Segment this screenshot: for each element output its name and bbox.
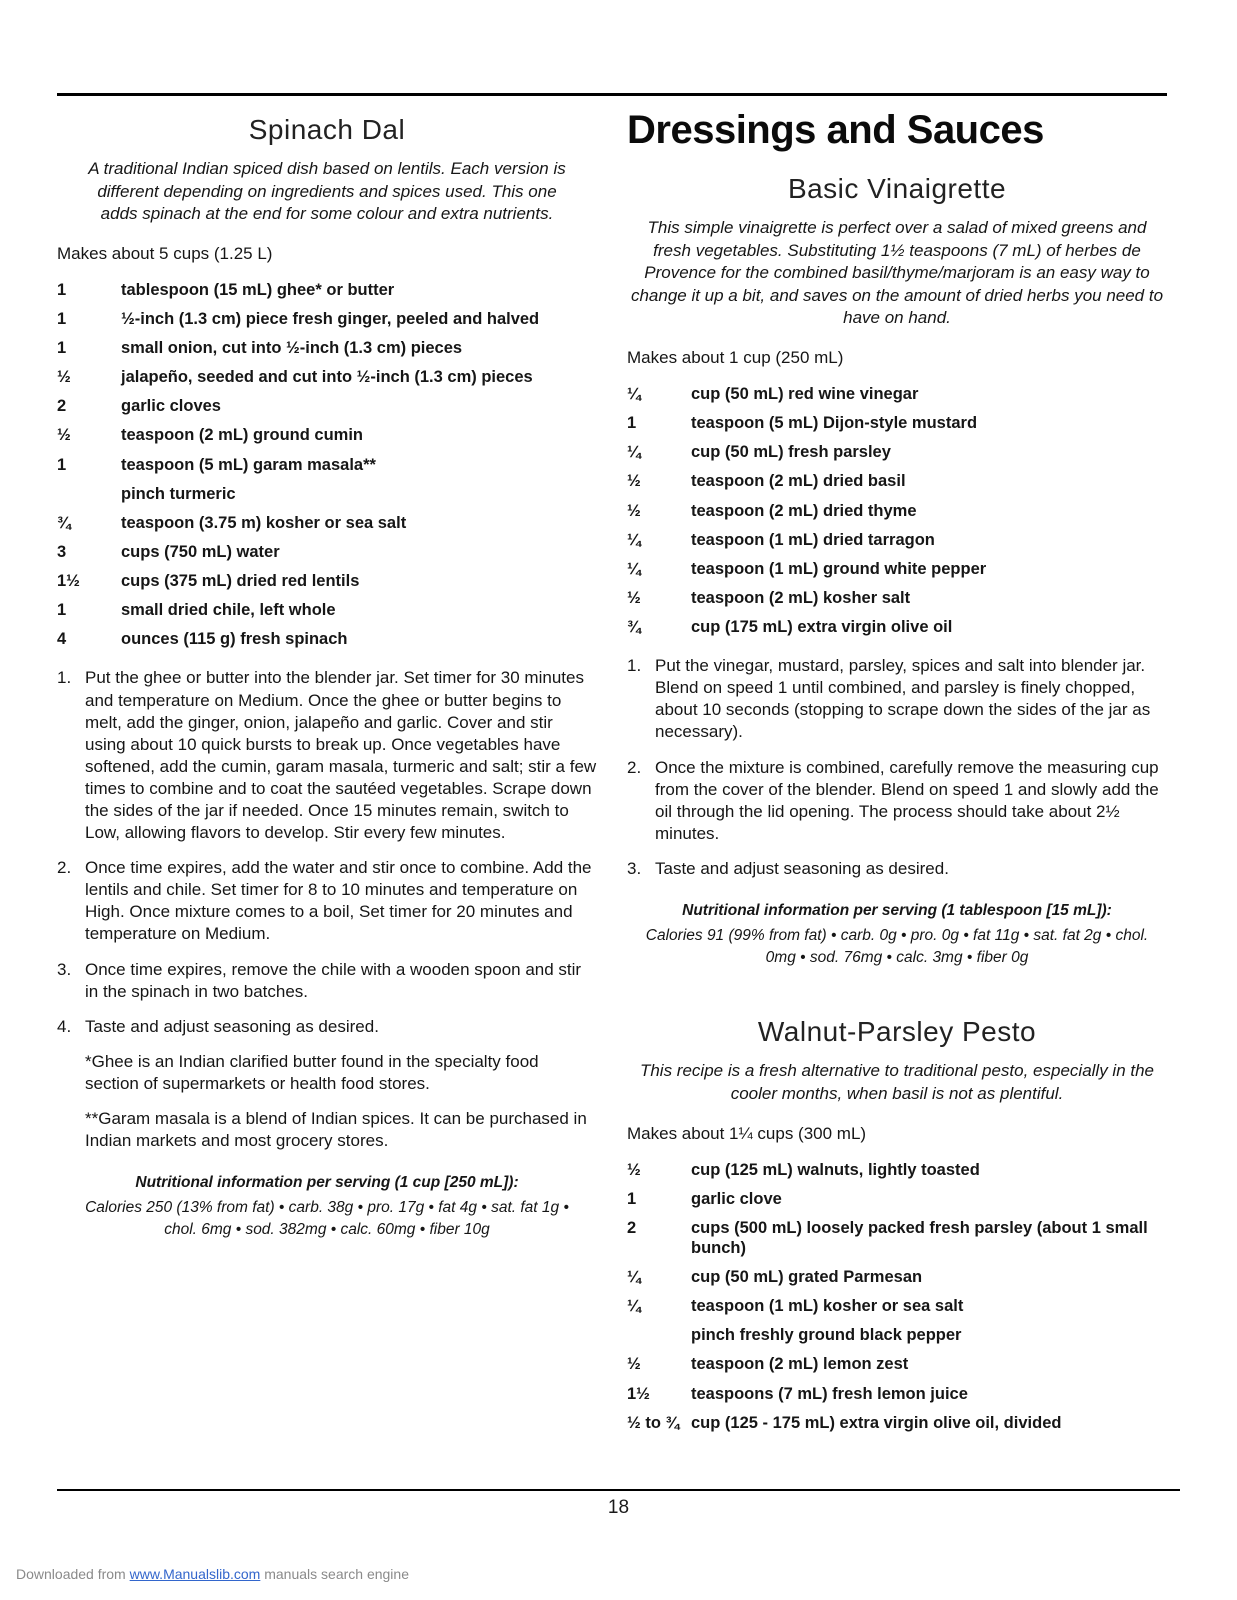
ingredient-amount: 1 bbox=[57, 601, 67, 620]
ingredient-amount bbox=[57, 484, 121, 504]
recipe-description-basic-vinaigrette: This simple vinaigrette is perfect over a salad of mixed greens and fresh vegetables. Substituting 1½ teaspoons (7 mL) of herbes de Provence for the combined basil/thyme/marjoram is an easy way to change it up a bit, and saves on the amount of dried herbs you need to have on hand. bbox=[630, 218, 1164, 328]
ingredient-text: jalapeño, seeded and cut into ½-inch (1.3 cm) pieces bbox=[121, 368, 533, 387]
watermark-prefix: Downloaded from bbox=[16, 1566, 130, 1582]
ingredient-row bbox=[57, 629, 597, 649]
ingredient-text: small onion, cut into ½-inch (1.3 cm) pieces bbox=[121, 339, 463, 358]
ingredient-text: teaspoon (3.75 m) kosher or sea salt bbox=[121, 513, 407, 532]
left-column bbox=[57, 108, 597, 1451]
recipe-title-walnut-parsley-pesto: Walnut-Parsley Pesto bbox=[757, 1016, 1037, 1048]
ingredient-amount: 2 bbox=[57, 397, 67, 416]
instruction-step bbox=[57, 667, 597, 844]
ingredient-amount: 3 bbox=[57, 542, 67, 561]
ingredient-amount: 1 bbox=[627, 1189, 637, 1208]
ingredient-text: teaspoon (1 mL) dried tarragon bbox=[691, 530, 935, 549]
ingredient-text: cups (500 mL) loosely packed fresh parsley (about 1 small bunch) bbox=[691, 1218, 1148, 1257]
recipe-description-spinach-dal: A traditional Indian spiced dish based on lentils. Each version is different depending on ingredients and spices used. This one adds spinach at the end for some colour and extra nutrients. bbox=[88, 159, 566, 224]
step-text: Put the ghee or butter into the blender jar. Set timer for 30 minutes and temperature on Medium. Once the ghee or butter begins to melt, add the ginger, onion, jalapeño and garlic. Cover and stir using about 10 quick bursts to break up. Once vegetables have softened, add the cumin, garam masala, turmeric and salt; stir a few times to combine and to coat the sautéed vegetables. Scrape down the sides of the jar if needed. Once 15 minutes remain, switch to Low, allowing flavors to develop. Stir every few minutes. bbox=[85, 668, 597, 843]
ingredient-amount: ¾ bbox=[57, 513, 71, 532]
ingredient-amount: ½ bbox=[627, 501, 641, 520]
ingredient-text: teaspoon (2 mL) lemon zest bbox=[691, 1355, 909, 1374]
ingredient-amount bbox=[627, 1325, 691, 1345]
step-number: 2. bbox=[57, 858, 72, 878]
nutrition-title-spinach-dal: Nutritional information per serving (1 cup [250 mL]): bbox=[135, 1174, 519, 1192]
ingredient-amount: ½ bbox=[57, 368, 71, 387]
step-text: Once time expires, remove the chile with a wooden spoon and stir in the spinach in two batches. bbox=[85, 959, 582, 1001]
instruction-step bbox=[627, 757, 1167, 845]
nutrition-details-spinach-dal: Calories 250 (13% from fat) • carb. 38g • pro. 17g • fat 4g • sat. fat 1g • chol. 6mg • sod. 382mg • calc. 60mg • fiber 10g bbox=[85, 1199, 569, 1238]
step-text: Taste and adjust seasoning as desired. bbox=[655, 858, 949, 878]
ingredient-text: pinch freshly ground black pepper bbox=[691, 1326, 962, 1345]
ingredient-row bbox=[57, 309, 597, 329]
instruction-list-spinach-dal bbox=[57, 667, 597, 1037]
ingredient-amount: 1 bbox=[57, 339, 67, 358]
ingredient-text: teaspoon (1 mL) kosher or sea salt bbox=[691, 1297, 964, 1316]
page-number: 18 bbox=[607, 1497, 630, 1518]
instruction-step bbox=[627, 655, 1167, 743]
ingredient-row bbox=[627, 617, 1167, 637]
ingredient-text: teaspoon (1 mL) ground white pepper bbox=[691, 559, 987, 578]
ingredient-list-walnut-parsley-pesto bbox=[627, 1160, 1167, 1433]
ingredient-amount: 1 bbox=[57, 280, 67, 299]
recipe-yield-basic-vinaigrette: Makes about 1 cup (250 mL) bbox=[627, 348, 844, 368]
ingredient-row bbox=[627, 384, 1167, 404]
ingredient-amount: 2 bbox=[627, 1218, 637, 1237]
ingredient-text: cups (750 mL) water bbox=[121, 542, 280, 561]
instruction-step bbox=[57, 959, 597, 1003]
ingredient-amount: ½ bbox=[57, 426, 71, 445]
step-number: 3. bbox=[627, 858, 642, 878]
ingredient-text: ounces (115 g) fresh spinach bbox=[121, 630, 348, 649]
step-number: 3. bbox=[57, 959, 72, 979]
ingredient-list-basic-vinaigrette bbox=[627, 384, 1167, 637]
ingredient-row bbox=[627, 1413, 1167, 1433]
ingredient-row bbox=[57, 280, 597, 300]
ingredient-row bbox=[57, 600, 597, 620]
ingredient-row bbox=[627, 1296, 1167, 1316]
ingredient-text: cup (175 mL) extra virgin olive oil bbox=[691, 618, 953, 637]
ingredient-row bbox=[57, 484, 597, 504]
recipe-yield-spinach-dal: Makes about 5 cups (1.25 L) bbox=[57, 243, 273, 263]
top-rule bbox=[57, 93, 1167, 96]
ingredient-text: garlic cloves bbox=[121, 397, 221, 416]
step-number: 4. bbox=[57, 1016, 72, 1036]
recipe-title-spinach-dal: Spinach Dal bbox=[248, 114, 406, 145]
ingredient-list-spinach-dal bbox=[57, 280, 597, 650]
ingredient-row bbox=[57, 571, 597, 591]
ingredient-text: teaspoon (5 mL) Dijon-style mustard bbox=[691, 414, 978, 433]
ingredient-amount: 1 bbox=[57, 309, 67, 328]
ingredient-row bbox=[627, 1160, 1167, 1180]
ingredient-amount: ¼ bbox=[627, 530, 641, 549]
ingredient-text: cup (50 mL) grated Parmesan bbox=[691, 1268, 923, 1287]
instruction-step bbox=[627, 858, 1167, 880]
ingredient-row bbox=[57, 396, 597, 416]
ingredient-row bbox=[627, 413, 1167, 433]
recipe-note: *Ghee is an Indian clarified butter found in the specialty food section of supermarkets or health food stores. bbox=[85, 1051, 539, 1093]
instruction-list-basic-vinaigrette bbox=[627, 655, 1167, 880]
ingredient-text: teaspoon (2 mL) dried thyme bbox=[691, 501, 917, 520]
ingredient-text: teaspoon (2 mL) kosher salt bbox=[691, 588, 911, 607]
ingredient-text: cups (375 mL) dried red lentils bbox=[121, 572, 360, 591]
instruction-step bbox=[57, 857, 597, 945]
ingredient-row bbox=[627, 1325, 1167, 1345]
ingredient-amount: ¾ bbox=[627, 618, 641, 637]
recipe-notes-spinach-dal bbox=[57, 1051, 597, 1152]
step-text: Once the mixture is combined, carefully remove the measuring cup from the cover of the blender. Blend on speed 1 and slowly add the oil through the lid opening. The process should take about 2½ minutes. bbox=[655, 757, 1159, 843]
ingredient-text: teaspoons (7 mL) fresh lemon juice bbox=[691, 1384, 968, 1403]
ingredient-text: pinch turmeric bbox=[121, 484, 236, 503]
ingredient-amount: ½ bbox=[627, 1160, 641, 1179]
recipe-note: **Garam masala is a blend of Indian spices. It can be purchased in Indian markets and most grocery stores. bbox=[85, 1109, 587, 1151]
watermark bbox=[16, 1566, 409, 1582]
ingredient-text: cup (50 mL) red wine vinegar bbox=[691, 385, 919, 404]
instruction-step bbox=[57, 1016, 597, 1038]
ingredient-amount: 1½ bbox=[57, 572, 80, 591]
ingredient-row bbox=[57, 542, 597, 562]
step-text: Put the vinegar, mustard, parsley, spices and salt into blender jar. Blend on speed 1 until combined, and parsley is finely chopped, about 10 seconds (stopping to scrape down the sides of the jar as necessary). bbox=[655, 656, 1151, 742]
ingredient-amount: ¼ bbox=[627, 1268, 641, 1287]
chapter-title: Dressings and Sauces bbox=[627, 108, 1044, 152]
step-text: Once time expires, add the water and stir once to combine. Add the lentils and chile. Set timer for 8 to 10 minutes and temperature on High. Once mixture comes to a boil, Set timer for 20 minutes and temperature on Medium. bbox=[85, 858, 592, 944]
ingredient-amount: 1½ bbox=[627, 1384, 650, 1403]
ingredient-row bbox=[627, 559, 1167, 579]
ingredient-text: teaspoon (2 mL) ground cumin bbox=[121, 426, 363, 445]
ingredient-row bbox=[57, 455, 597, 475]
step-number: 1. bbox=[57, 668, 72, 688]
step-number: 2. bbox=[627, 757, 642, 777]
ingredient-text: tablespoon (15 mL) ghee* or butter bbox=[121, 280, 395, 299]
ingredient-amount: 1 bbox=[57, 455, 67, 474]
ingredient-amount: ¼ bbox=[627, 385, 641, 404]
ingredient-amount: ½ bbox=[627, 588, 641, 607]
ingredient-amount: ½ to ¾ bbox=[627, 1413, 680, 1432]
ingredient-row bbox=[627, 588, 1167, 608]
right-column bbox=[627, 108, 1167, 1451]
step-number: 1. bbox=[627, 656, 642, 676]
ingredient-row bbox=[627, 471, 1167, 491]
ingredient-row bbox=[57, 513, 597, 533]
ingredient-text: ½-inch (1.3 cm) piece fresh ginger, peeled and halved bbox=[121, 309, 540, 328]
ingredient-amount: ¼ bbox=[627, 1297, 641, 1316]
ingredient-row bbox=[627, 501, 1167, 521]
ingredient-amount: 4 bbox=[57, 630, 67, 649]
recipe-description-walnut-parsley-pesto: This recipe is a fresh alternative to traditional pesto, especially in the cooler months, when basil is not as plentiful. bbox=[639, 1061, 1155, 1103]
manualslib-link[interactable]: www.Manualslib.com bbox=[129, 1566, 261, 1582]
ingredient-row bbox=[57, 338, 597, 358]
ingredient-row bbox=[627, 1354, 1167, 1374]
ingredient-text: teaspoon (2 mL) dried basil bbox=[691, 472, 906, 491]
watermark-suffix: manuals search engine bbox=[260, 1566, 409, 1582]
nutrition-details-basic-vinaigrette: Calories 91 (99% from fat) • carb. 0g • pro. 0g • fat 11g • sat. fat 2g • chol. 0mg • sod. 76mg • calc. 3mg • fiber 0g bbox=[645, 927, 1149, 966]
ingredient-row bbox=[627, 530, 1167, 550]
ingredient-amount: ¼ bbox=[627, 443, 641, 462]
page-columns bbox=[57, 108, 1167, 1451]
ingredient-amount: 1 bbox=[627, 414, 637, 433]
ingredient-row bbox=[627, 442, 1167, 462]
ingredient-text: cup (125 mL) walnuts, lightly toasted bbox=[691, 1160, 980, 1179]
ingredient-row bbox=[627, 1267, 1167, 1287]
recipe-yield-walnut-parsley-pesto: Makes about 1¼ cups (300 mL) bbox=[627, 1123, 867, 1143]
ingredient-row bbox=[627, 1384, 1167, 1404]
ingredient-text: small dried chile, left whole bbox=[121, 601, 336, 620]
ingredient-text: teaspoon (5 mL) garam masala** bbox=[121, 455, 376, 474]
ingredient-text: garlic clove bbox=[691, 1189, 782, 1208]
ingredient-amount: ¼ bbox=[627, 559, 641, 578]
ingredient-row bbox=[627, 1218, 1167, 1258]
recipe-block-walnut-parsley-pesto bbox=[627, 1016, 1167, 1432]
ingredient-text: cup (125 - 175 mL) extra virgin olive oil, divided bbox=[691, 1413, 1062, 1432]
recipe-title-basic-vinaigrette: Basic Vinaigrette bbox=[787, 173, 1007, 204]
ingredient-row bbox=[57, 367, 597, 387]
nutrition-title-basic-vinaigrette: Nutritional information per serving (1 tablespoon [15 mL]): bbox=[682, 902, 1112, 920]
ingredient-amount: ½ bbox=[627, 472, 641, 491]
recipe-block-basic-vinaigrette bbox=[627, 173, 1167, 968]
step-text: Taste and adjust seasoning as desired. bbox=[85, 1016, 379, 1036]
bottom-rule bbox=[57, 1489, 1180, 1491]
ingredient-amount: ½ bbox=[627, 1355, 641, 1374]
ingredient-row bbox=[627, 1189, 1167, 1209]
ingredient-row bbox=[57, 425, 597, 445]
ingredient-text: cup (50 mL) fresh parsley bbox=[691, 443, 891, 462]
